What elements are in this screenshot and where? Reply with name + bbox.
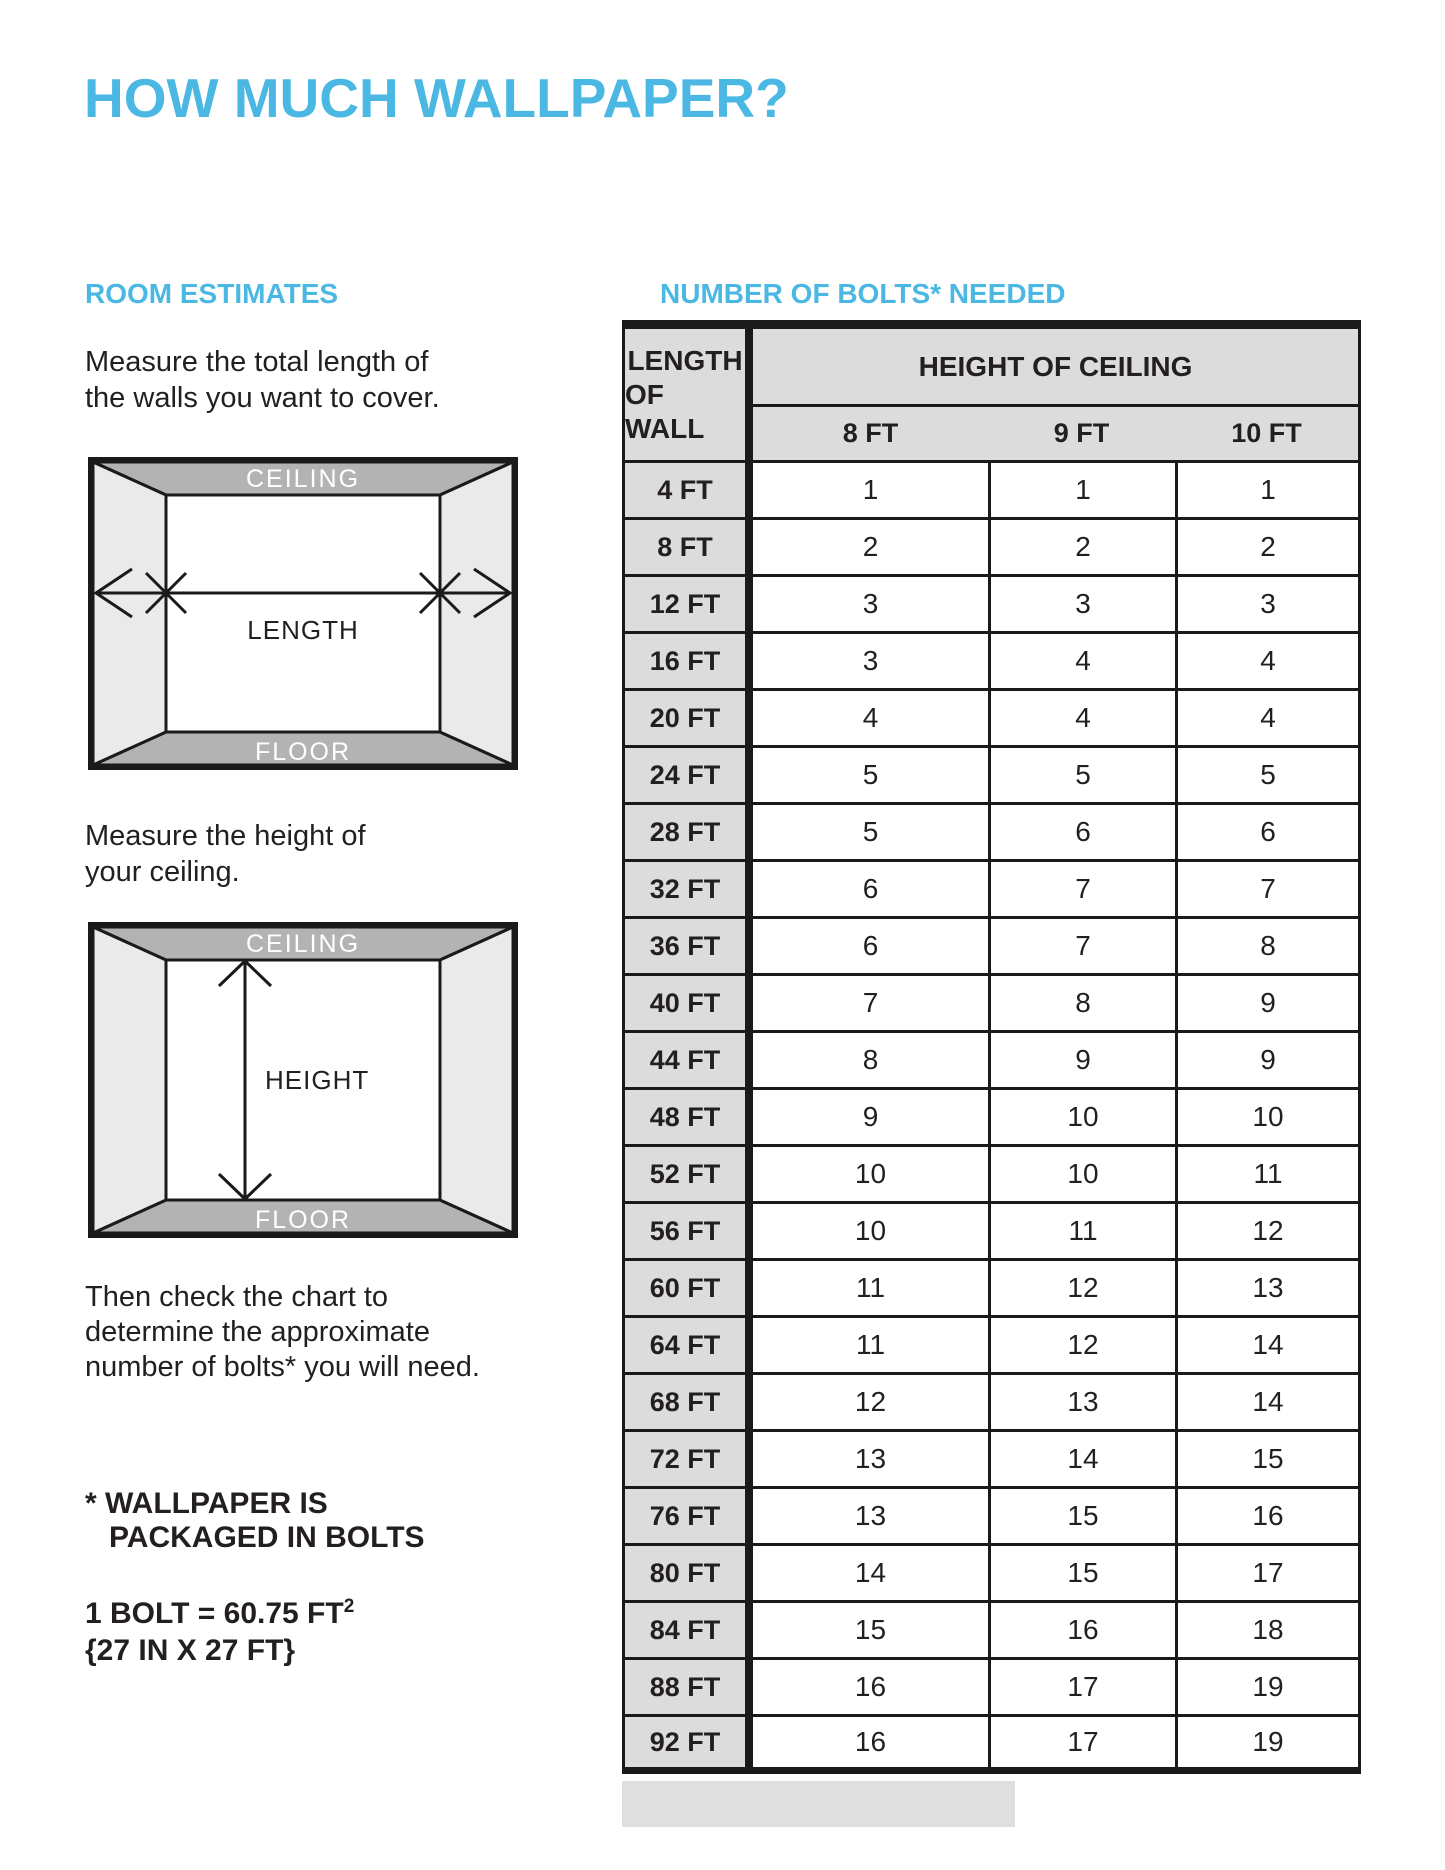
table-cell: 12: [988, 1318, 1175, 1375]
table-cell: 11: [1175, 1147, 1361, 1204]
table-cell: 11: [753, 1261, 988, 1318]
superscript: 2: [343, 1596, 355, 1617]
table-cell: 3: [1175, 577, 1361, 634]
ceiling-label: CEILING: [245, 930, 361, 958]
table-cell: 15: [988, 1489, 1175, 1546]
table-cell: 3: [753, 634, 988, 691]
table-cell: 16: [988, 1603, 1175, 1660]
ceiling-height-diagram: [88, 922, 518, 1238]
table-cell: 15: [753, 1603, 988, 1660]
row-header: 52 FT: [622, 1147, 753, 1204]
table-cell: 10: [753, 1204, 988, 1261]
table-cell: 17: [988, 1717, 1175, 1774]
table-cell: 2: [988, 520, 1175, 577]
left-wall: [93, 927, 166, 1233]
table-cell: 15: [1175, 1432, 1361, 1489]
floor-label: FLOOR: [254, 738, 352, 766]
text-line: number of bolts* you will need.: [85, 1351, 480, 1383]
row-header: 16 FT: [622, 634, 753, 691]
table-shadow-stub: [622, 1781, 1015, 1827]
table-cell: 7: [753, 976, 988, 1033]
table-cell: 8: [1175, 919, 1361, 976]
table-cell: 4: [1175, 634, 1361, 691]
bolts-table: [622, 320, 1361, 1774]
height-label: HEIGHT: [265, 1065, 370, 1095]
row-header: 28 FT: [622, 805, 753, 862]
text-line: 1 BOLT = 60.75 $FT^2$: [85, 1596, 355, 1630]
table-cell: 9: [753, 1090, 988, 1147]
table-cell: 9: [1175, 1033, 1361, 1090]
right-wall: [440, 927, 513, 1233]
table-cell: 11: [988, 1204, 1175, 1261]
table-cell: 18: [1175, 1603, 1361, 1660]
row-header: 32 FT: [622, 862, 753, 919]
row-header: 36 FT: [622, 919, 753, 976]
left-wall: [93, 462, 166, 765]
row-header: 20 FT: [622, 691, 753, 748]
table-cell: 7: [988, 862, 1175, 919]
row-header: 76 FT: [622, 1489, 753, 1546]
table-cell: 12: [1175, 1204, 1361, 1261]
table-cell: 4: [988, 691, 1175, 748]
paragraph-measure-height: [85, 818, 366, 890]
column-header-8ft: 8 FT: [753, 407, 988, 463]
row-header: 88 FT: [622, 1660, 753, 1717]
table-cell: 16: [753, 1717, 988, 1774]
row-header: 68 FT: [622, 1375, 753, 1432]
paragraph-measure-length: [85, 344, 440, 416]
table-cell: 13: [1175, 1261, 1361, 1318]
row-header: 4 FT: [622, 463, 753, 520]
row-header: 64 FT: [622, 1318, 753, 1375]
table-cell: 10: [753, 1147, 988, 1204]
table-cell: 10: [988, 1090, 1175, 1147]
table-cell: 4: [1175, 691, 1361, 748]
table-cell: 7: [1175, 862, 1361, 919]
table-cell: 17: [1175, 1546, 1361, 1603]
table-cell: 3: [753, 577, 988, 634]
row-header: 72 FT: [622, 1432, 753, 1489]
table-cell: 2: [753, 520, 988, 577]
paragraph-check-chart: [85, 1280, 480, 1385]
table-cell: 4: [753, 691, 988, 748]
table-cell: 2: [1175, 520, 1361, 577]
table-cell: 6: [753, 862, 988, 919]
row-header: 80 FT: [622, 1546, 753, 1603]
table-cell: 5: [753, 748, 988, 805]
table-cell: 6: [1175, 805, 1361, 862]
table-cell: 1: [753, 463, 988, 520]
table-cell: 9: [1175, 976, 1361, 1033]
floor-label: FLOOR: [254, 1206, 352, 1234]
table-cell: 1: [1175, 463, 1361, 520]
bolt-definition: [85, 1588, 354, 1669]
table-cell: 14: [988, 1432, 1175, 1489]
table-cell: 16: [1175, 1489, 1361, 1546]
table-cell: 13: [988, 1375, 1175, 1432]
table-cell: 8: [753, 1033, 988, 1090]
row-header: 24 FT: [622, 748, 753, 805]
text-line: Then check the chart to: [85, 1281, 389, 1313]
column-header-9ft: 9 FT: [988, 407, 1175, 463]
table-cell: 14: [1175, 1318, 1361, 1375]
table-cell: 13: [753, 1489, 988, 1546]
table-cell: 5: [753, 805, 988, 862]
row-header: 12 FT: [622, 577, 753, 634]
table-cell: 12: [753, 1375, 988, 1432]
row-header: 84 FT: [622, 1603, 753, 1660]
row-header: 8 FT: [622, 520, 753, 577]
column-header-10ft: 10 FT: [1175, 407, 1361, 463]
row-header: 48 FT: [622, 1090, 753, 1147]
table-cell: 10: [988, 1147, 1175, 1204]
text-line: Measure the height of: [85, 820, 366, 852]
table-cell: 7: [988, 919, 1175, 976]
room-length-diagram: [88, 457, 518, 770]
text-line: Measure the total length of: [85, 346, 429, 378]
right-wall: [440, 462, 513, 765]
row-header: 40 FT: [622, 976, 753, 1033]
text-line: {27 IN X 27 FT}: [85, 1634, 296, 1667]
table-cell: 14: [1175, 1375, 1361, 1432]
table-cell: 11: [753, 1318, 988, 1375]
column-header-length-of-wall: LENGTH OF WALL: [622, 329, 753, 463]
table-cell: 10: [1175, 1090, 1361, 1147]
table-cell: 15: [988, 1546, 1175, 1603]
row-header: 56 FT: [622, 1204, 753, 1261]
table-cell: 9: [988, 1033, 1175, 1090]
back-wall: [166, 495, 440, 732]
table-cell: 12: [988, 1261, 1175, 1318]
bolts-needed-heading: NUMBER OF BOLTS* NEEDED: [660, 278, 1066, 309]
table-cell: 3: [988, 577, 1175, 634]
text-line: your ceiling.: [85, 856, 240, 888]
text-line: determine the approximate: [85, 1316, 430, 1348]
length-label: LENGTH: [247, 615, 359, 645]
page-title: HOW MUCH WALLPAPER?: [84, 67, 789, 129]
text-line: PACKAGED IN BOLTS: [109, 1521, 425, 1554]
text-line: the walls you want to cover.: [85, 382, 440, 414]
table-cell: 5: [1175, 748, 1361, 805]
table-cell: 16: [753, 1660, 988, 1717]
table-cell: 4: [988, 634, 1175, 691]
row-header: 60 FT: [622, 1261, 753, 1318]
table-cell: 6: [753, 919, 988, 976]
table-cell: 8: [988, 976, 1175, 1033]
ceiling-label: CEILING: [245, 465, 361, 493]
table-cell: 19: [1175, 1717, 1361, 1774]
table-cell: 19: [1175, 1660, 1361, 1717]
table-cell: 14: [753, 1546, 988, 1603]
row-header: 44 FT: [622, 1033, 753, 1090]
table-cell: 1: [988, 463, 1175, 520]
table-cell: 5: [988, 748, 1175, 805]
column-header-height-of-ceiling: HEIGHT OF CEILING: [753, 329, 1361, 407]
text-line: * WALLPAPER IS: [85, 1487, 328, 1520]
wallpaper-footnote: [85, 1487, 425, 1555]
table-cell: 17: [988, 1660, 1175, 1717]
table-cell: 13: [753, 1432, 988, 1489]
table-cell: 6: [988, 805, 1175, 862]
row-header: 92 FT: [622, 1717, 753, 1774]
room-estimates-heading: ROOM ESTIMATES: [85, 278, 339, 309]
